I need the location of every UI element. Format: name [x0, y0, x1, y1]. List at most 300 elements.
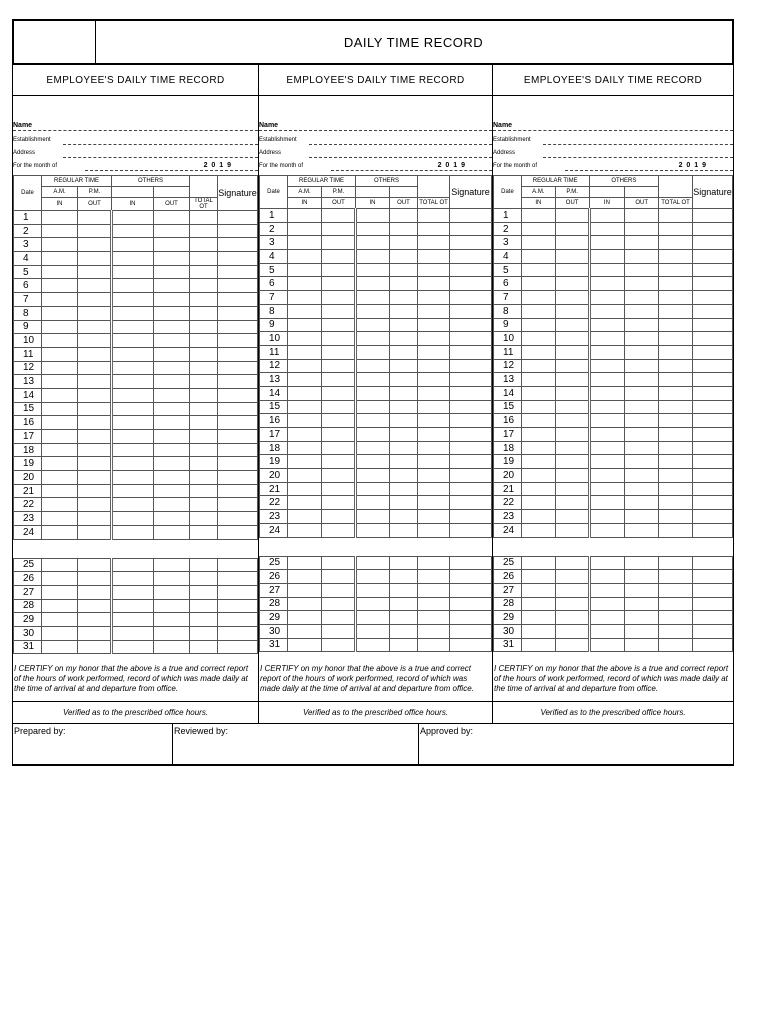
time-cell[interactable]: [154, 334, 190, 348]
time-cell[interactable]: [190, 252, 218, 266]
time-cell[interactable]: [356, 455, 390, 469]
time-cell[interactable]: [42, 640, 78, 654]
time-cell[interactable]: [450, 332, 492, 346]
time-cell[interactable]: [356, 359, 390, 373]
time-cell[interactable]: [589, 510, 625, 524]
time-cell[interactable]: [288, 209, 322, 223]
time-cell[interactable]: [42, 525, 78, 539]
time-cell[interactable]: [78, 640, 112, 654]
time-cell[interactable]: [218, 572, 258, 586]
time-cell[interactable]: [218, 293, 258, 307]
time-cell[interactable]: [218, 484, 258, 498]
time-cell[interactable]: [42, 388, 78, 402]
time-cell[interactable]: [322, 373, 356, 387]
time-cell[interactable]: [390, 570, 418, 584]
time-cell[interactable]: [555, 556, 589, 570]
time-cell[interactable]: [692, 250, 732, 264]
time-cell[interactable]: [390, 373, 418, 387]
time-cell[interactable]: [322, 556, 356, 570]
time-cell[interactable]: [288, 277, 322, 291]
time-cell[interactable]: [218, 375, 258, 389]
time-cell[interactable]: [390, 496, 418, 510]
time-cell[interactable]: [322, 638, 356, 652]
time-cell[interactable]: [78, 388, 112, 402]
time-cell[interactable]: [555, 291, 589, 305]
time-cell[interactable]: [218, 211, 258, 225]
time-cell[interactable]: [154, 471, 190, 485]
time-cell[interactable]: [78, 512, 112, 526]
time-cell[interactable]: [625, 345, 659, 359]
time-cell[interactable]: [322, 359, 356, 373]
time-cell[interactable]: [418, 469, 450, 483]
time-cell[interactable]: [190, 211, 218, 225]
time-cell[interactable]: [154, 484, 190, 498]
time-cell[interactable]: [78, 613, 112, 627]
time-cell[interactable]: [112, 626, 154, 640]
time-cell[interactable]: [659, 523, 693, 537]
time-cell[interactable]: [42, 320, 78, 334]
time-cell[interactable]: [42, 334, 78, 348]
time-cell[interactable]: [288, 318, 322, 332]
time-cell[interactable]: [154, 238, 190, 252]
time-cell[interactable]: [190, 402, 218, 416]
time-cell[interactable]: [78, 457, 112, 471]
time-cell[interactable]: [390, 611, 418, 625]
time-cell[interactable]: [322, 510, 356, 524]
time-cell[interactable]: [418, 570, 450, 584]
time-cell[interactable]: [390, 400, 418, 414]
time-cell[interactable]: [390, 209, 418, 223]
time-cell[interactable]: [218, 224, 258, 238]
time-cell[interactable]: [589, 523, 625, 537]
time-cell[interactable]: [418, 428, 450, 442]
time-cell[interactable]: [589, 250, 625, 264]
time-cell[interactable]: [288, 304, 322, 318]
time-cell[interactable]: [154, 265, 190, 279]
time-cell[interactable]: [190, 375, 218, 389]
time-cell[interactable]: [625, 523, 659, 537]
time-cell[interactable]: [78, 320, 112, 334]
time-cell[interactable]: [521, 414, 555, 428]
time-cell[interactable]: [190, 626, 218, 640]
time-cell[interactable]: [112, 585, 154, 599]
time-cell[interactable]: [112, 443, 154, 457]
time-cell[interactable]: [112, 306, 154, 320]
time-cell[interactable]: [450, 304, 492, 318]
time-cell[interactable]: [78, 484, 112, 498]
time-cell[interactable]: [390, 510, 418, 524]
time-cell[interactable]: [322, 400, 356, 414]
time-cell[interactable]: [322, 441, 356, 455]
time-cell[interactable]: [154, 640, 190, 654]
time-cell[interactable]: [190, 572, 218, 586]
time-cell[interactable]: [625, 638, 659, 652]
time-cell[interactable]: [390, 441, 418, 455]
time-cell[interactable]: [356, 373, 390, 387]
time-cell[interactable]: [154, 443, 190, 457]
time-cell[interactable]: [555, 263, 589, 277]
time-cell[interactable]: [659, 469, 693, 483]
time-cell[interactable]: [659, 386, 693, 400]
time-cell[interactable]: [418, 523, 450, 537]
time-cell[interactable]: [418, 318, 450, 332]
name-field[interactable]: [13, 121, 258, 132]
time-cell[interactable]: [78, 361, 112, 375]
time-cell[interactable]: [589, 638, 625, 652]
time-cell[interactable]: [356, 469, 390, 483]
time-cell[interactable]: [450, 400, 492, 414]
time-cell[interactable]: [555, 250, 589, 264]
time-cell[interactable]: [190, 416, 218, 430]
time-cell[interactable]: [418, 611, 450, 625]
time-cell[interactable]: [450, 510, 492, 524]
time-cell[interactable]: [589, 428, 625, 442]
time-cell[interactable]: [692, 359, 732, 373]
time-cell[interactable]: [625, 414, 659, 428]
time-cell[interactable]: [78, 416, 112, 430]
time-cell[interactable]: [356, 250, 390, 264]
time-cell[interactable]: [154, 361, 190, 375]
time-cell[interactable]: [112, 224, 154, 238]
time-cell[interactable]: [288, 441, 322, 455]
time-cell[interactable]: [589, 611, 625, 625]
time-cell[interactable]: [589, 556, 625, 570]
time-cell[interactable]: [390, 345, 418, 359]
time-cell[interactable]: [42, 293, 78, 307]
time-cell[interactable]: [555, 441, 589, 455]
time-cell[interactable]: [356, 611, 390, 625]
time-cell[interactable]: [521, 455, 555, 469]
time-cell[interactable]: [322, 236, 356, 250]
time-cell[interactable]: [450, 583, 492, 597]
time-cell[interactable]: [589, 373, 625, 387]
time-cell[interactable]: [692, 583, 732, 597]
time-cell[interactable]: [418, 624, 450, 638]
time-cell[interactable]: [659, 611, 693, 625]
time-cell[interactable]: [450, 291, 492, 305]
time-cell[interactable]: [112, 512, 154, 526]
time-cell[interactable]: [418, 496, 450, 510]
time-cell[interactable]: [356, 209, 390, 223]
time-cell[interactable]: [390, 482, 418, 496]
time-cell[interactable]: [390, 304, 418, 318]
time-cell[interactable]: [288, 570, 322, 584]
time-cell[interactable]: [218, 402, 258, 416]
time-cell[interactable]: [322, 414, 356, 428]
time-cell[interactable]: [390, 414, 418, 428]
time-cell[interactable]: [555, 222, 589, 236]
time-cell[interactable]: [589, 455, 625, 469]
time-cell[interactable]: [112, 347, 154, 361]
time-cell[interactable]: [190, 361, 218, 375]
time-cell[interactable]: [555, 209, 589, 223]
time-cell[interactable]: [625, 611, 659, 625]
time-cell[interactable]: [112, 613, 154, 627]
time-cell[interactable]: [589, 304, 625, 318]
time-cell[interactable]: [218, 525, 258, 539]
time-cell[interactable]: [154, 525, 190, 539]
time-cell[interactable]: [288, 332, 322, 346]
time-cell[interactable]: [625, 510, 659, 524]
time-cell[interactable]: [659, 209, 693, 223]
time-cell[interactable]: [418, 277, 450, 291]
time-cell[interactable]: [288, 359, 322, 373]
time-cell[interactable]: [692, 611, 732, 625]
time-cell[interactable]: [322, 209, 356, 223]
time-cell[interactable]: [521, 583, 555, 597]
time-cell[interactable]: [659, 222, 693, 236]
time-cell[interactable]: [154, 252, 190, 266]
time-cell[interactable]: [692, 624, 732, 638]
time-cell[interactable]: [190, 599, 218, 613]
time-cell[interactable]: [154, 558, 190, 572]
time-cell[interactable]: [625, 386, 659, 400]
time-cell[interactable]: [555, 400, 589, 414]
time-cell[interactable]: [450, 222, 492, 236]
time-cell[interactable]: [521, 359, 555, 373]
time-cell[interactable]: [322, 583, 356, 597]
time-cell[interactable]: [450, 359, 492, 373]
time-cell[interactable]: [288, 510, 322, 524]
time-cell[interactable]: [521, 291, 555, 305]
time-cell[interactable]: [78, 585, 112, 599]
time-cell[interactable]: [322, 263, 356, 277]
time-cell[interactable]: [659, 510, 693, 524]
time-cell[interactable]: [589, 291, 625, 305]
time-cell[interactable]: [625, 482, 659, 496]
time-cell[interactable]: [78, 347, 112, 361]
time-cell[interactable]: [450, 523, 492, 537]
time-cell[interactable]: [356, 597, 390, 611]
time-cell[interactable]: [450, 482, 492, 496]
time-cell[interactable]: [288, 250, 322, 264]
time-cell[interactable]: [390, 469, 418, 483]
time-cell[interactable]: [42, 443, 78, 457]
time-cell[interactable]: [288, 263, 322, 277]
time-cell[interactable]: [218, 265, 258, 279]
time-cell[interactable]: [218, 361, 258, 375]
time-cell[interactable]: [555, 345, 589, 359]
time-cell[interactable]: [390, 291, 418, 305]
time-cell[interactable]: [288, 523, 322, 537]
time-cell[interactable]: [521, 332, 555, 346]
time-cell[interactable]: [42, 430, 78, 444]
time-cell[interactable]: [288, 597, 322, 611]
time-cell[interactable]: [154, 402, 190, 416]
time-cell[interactable]: [154, 572, 190, 586]
time-cell[interactable]: [450, 414, 492, 428]
time-cell[interactable]: [42, 599, 78, 613]
time-cell[interactable]: [190, 430, 218, 444]
time-cell[interactable]: [218, 640, 258, 654]
time-cell[interactable]: [322, 611, 356, 625]
time-cell[interactable]: [390, 523, 418, 537]
time-cell[interactable]: [625, 263, 659, 277]
time-cell[interactable]: [112, 525, 154, 539]
name-field[interactable]: [259, 121, 492, 132]
time-cell[interactable]: [589, 400, 625, 414]
time-cell[interactable]: [659, 428, 693, 442]
time-cell[interactable]: [521, 510, 555, 524]
prepared-by-field[interactable]: [13, 724, 173, 764]
time-cell[interactable]: [288, 583, 322, 597]
time-cell[interactable]: [288, 469, 322, 483]
time-cell[interactable]: [78, 224, 112, 238]
time-cell[interactable]: [659, 570, 693, 584]
time-cell[interactable]: [589, 496, 625, 510]
time-cell[interactable]: [418, 345, 450, 359]
time-cell[interactable]: [356, 428, 390, 442]
time-cell[interactable]: [555, 523, 589, 537]
time-cell[interactable]: [521, 345, 555, 359]
time-cell[interactable]: [322, 624, 356, 638]
time-cell[interactable]: [78, 443, 112, 457]
time-cell[interactable]: [390, 455, 418, 469]
time-cell[interactable]: [78, 279, 112, 293]
time-cell[interactable]: [190, 238, 218, 252]
time-cell[interactable]: [418, 373, 450, 387]
time-cell[interactable]: [154, 613, 190, 627]
time-cell[interactable]: [78, 375, 112, 389]
time-cell[interactable]: [692, 400, 732, 414]
time-cell[interactable]: [322, 386, 356, 400]
time-cell[interactable]: [78, 498, 112, 512]
time-cell[interactable]: [112, 238, 154, 252]
time-cell[interactable]: [288, 496, 322, 510]
time-cell[interactable]: [589, 597, 625, 611]
time-cell[interactable]: [154, 512, 190, 526]
time-cell[interactable]: [555, 373, 589, 387]
time-cell[interactable]: [190, 457, 218, 471]
time-cell[interactable]: [625, 400, 659, 414]
time-cell[interactable]: [78, 558, 112, 572]
time-cell[interactable]: [390, 332, 418, 346]
time-cell[interactable]: [692, 373, 732, 387]
time-cell[interactable]: [418, 414, 450, 428]
time-cell[interactable]: [589, 222, 625, 236]
time-cell[interactable]: [589, 583, 625, 597]
time-cell[interactable]: [218, 558, 258, 572]
time-cell[interactable]: [218, 388, 258, 402]
time-cell[interactable]: [450, 386, 492, 400]
time-cell[interactable]: [659, 414, 693, 428]
time-cell[interactable]: [154, 211, 190, 225]
time-cell[interactable]: [555, 414, 589, 428]
time-cell[interactable]: [322, 469, 356, 483]
time-cell[interactable]: [521, 523, 555, 537]
time-cell[interactable]: [288, 611, 322, 625]
time-cell[interactable]: [112, 484, 154, 498]
time-cell[interactable]: [112, 293, 154, 307]
time-cell[interactable]: [692, 345, 732, 359]
time-cell[interactable]: [659, 455, 693, 469]
time-cell[interactable]: [42, 361, 78, 375]
time-cell[interactable]: [450, 624, 492, 638]
time-cell[interactable]: [450, 428, 492, 442]
time-cell[interactable]: [625, 624, 659, 638]
time-cell[interactable]: [154, 224, 190, 238]
time-cell[interactable]: [322, 345, 356, 359]
time-cell[interactable]: [218, 457, 258, 471]
time-cell[interactable]: [589, 359, 625, 373]
approved-by-field[interactable]: [419, 724, 733, 764]
time-cell[interactable]: [625, 304, 659, 318]
time-cell[interactable]: [322, 482, 356, 496]
time-cell[interactable]: [356, 236, 390, 250]
time-cell[interactable]: [692, 510, 732, 524]
time-cell[interactable]: [322, 222, 356, 236]
time-cell[interactable]: [78, 306, 112, 320]
time-cell[interactable]: [218, 599, 258, 613]
time-cell[interactable]: [659, 496, 693, 510]
time-cell[interactable]: [322, 496, 356, 510]
time-cell[interactable]: [521, 441, 555, 455]
time-cell[interactable]: [692, 414, 732, 428]
time-cell[interactable]: [692, 291, 732, 305]
time-cell[interactable]: [692, 570, 732, 584]
time-cell[interactable]: [589, 236, 625, 250]
time-cell[interactable]: [42, 238, 78, 252]
time-cell[interactable]: [78, 626, 112, 640]
time-cell[interactable]: [625, 222, 659, 236]
time-cell[interactable]: [450, 250, 492, 264]
time-cell[interactable]: [288, 345, 322, 359]
time-cell[interactable]: [356, 332, 390, 346]
time-cell[interactable]: [322, 250, 356, 264]
reviewed-by-field[interactable]: [173, 724, 419, 764]
time-cell[interactable]: [692, 236, 732, 250]
time-cell[interactable]: [356, 277, 390, 291]
time-cell[interactable]: [218, 626, 258, 640]
time-cell[interactable]: [659, 277, 693, 291]
time-cell[interactable]: [555, 304, 589, 318]
time-cell[interactable]: [625, 359, 659, 373]
time-cell[interactable]: [112, 430, 154, 444]
time-cell[interactable]: [589, 414, 625, 428]
time-cell[interactable]: [521, 263, 555, 277]
time-cell[interactable]: [112, 457, 154, 471]
time-cell[interactable]: [190, 498, 218, 512]
time-cell[interactable]: [450, 638, 492, 652]
time-cell[interactable]: [356, 263, 390, 277]
time-cell[interactable]: [390, 624, 418, 638]
time-cell[interactable]: [112, 471, 154, 485]
time-cell[interactable]: [154, 293, 190, 307]
time-cell[interactable]: [521, 482, 555, 496]
time-cell[interactable]: [521, 400, 555, 414]
time-cell[interactable]: [322, 597, 356, 611]
time-cell[interactable]: [154, 599, 190, 613]
time-cell[interactable]: [190, 388, 218, 402]
time-cell[interactable]: [356, 400, 390, 414]
time-cell[interactable]: [218, 430, 258, 444]
time-cell[interactable]: [154, 416, 190, 430]
time-cell[interactable]: [42, 471, 78, 485]
time-cell[interactable]: [218, 334, 258, 348]
time-cell[interactable]: [625, 373, 659, 387]
time-cell[interactable]: [356, 638, 390, 652]
time-cell[interactable]: [42, 265, 78, 279]
time-cell[interactable]: [42, 416, 78, 430]
time-cell[interactable]: [589, 624, 625, 638]
time-cell[interactable]: [78, 265, 112, 279]
time-cell[interactable]: [190, 471, 218, 485]
time-cell[interactable]: [288, 373, 322, 387]
time-cell[interactable]: [625, 236, 659, 250]
time-cell[interactable]: [555, 359, 589, 373]
time-cell[interactable]: [692, 222, 732, 236]
time-cell[interactable]: [521, 428, 555, 442]
